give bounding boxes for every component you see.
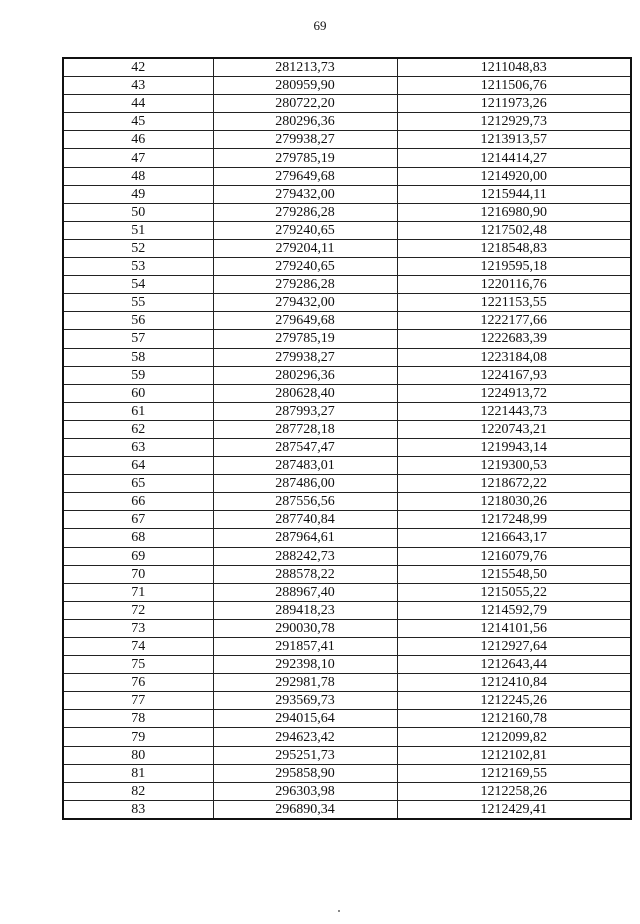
y-coordinate-cell: 1224913,72 (397, 384, 631, 402)
x-coordinate-cell: 288578,22 (213, 565, 397, 583)
y-coordinate-cell: 1221153,55 (397, 294, 631, 312)
x-coordinate-cell: 279432,00 (213, 185, 397, 203)
table-row (63, 221, 631, 239)
y-coordinate-cell: 1211973,26 (397, 95, 631, 113)
point-number-cell: 62 (63, 420, 213, 438)
x-coordinate-cell: 287483,01 (213, 457, 397, 475)
y-coordinate-cell: 1224167,93 (397, 366, 631, 384)
table-row (63, 258, 631, 276)
x-coordinate-cell: 279286,28 (213, 276, 397, 294)
x-coordinate-cell: 279649,68 (213, 167, 397, 185)
table-row (63, 656, 631, 674)
point-number-cell: 50 (63, 203, 213, 221)
point-number-cell: 54 (63, 276, 213, 294)
point-number-cell: 57 (63, 330, 213, 348)
y-coordinate-cell: 1223184,08 (397, 348, 631, 366)
point-number-cell: 55 (63, 294, 213, 312)
point-number-cell: 71 (63, 583, 213, 601)
point-number-cell: 48 (63, 167, 213, 185)
y-coordinate-cell: 1222683,39 (397, 330, 631, 348)
table-row (63, 95, 631, 113)
x-coordinate-cell: 294623,42 (213, 728, 397, 746)
point-number-cell: 58 (63, 348, 213, 366)
point-number-cell: 52 (63, 239, 213, 257)
x-coordinate-cell: 296303,98 (213, 782, 397, 800)
point-number-cell: 75 (63, 656, 213, 674)
y-coordinate-cell: 1219943,14 (397, 438, 631, 456)
table-row (63, 276, 631, 294)
point-number-cell: 60 (63, 384, 213, 402)
x-coordinate-cell: 287993,27 (213, 402, 397, 420)
point-number-cell: 49 (63, 185, 213, 203)
point-number-cell: 53 (63, 258, 213, 276)
x-coordinate-cell: 288967,40 (213, 583, 397, 601)
x-coordinate-cell: 280296,36 (213, 113, 397, 131)
point-number-cell: 77 (63, 692, 213, 710)
table-row (63, 239, 631, 257)
y-coordinate-cell: 1212927,64 (397, 638, 631, 656)
point-number-cell: 67 (63, 511, 213, 529)
table-row (63, 710, 631, 728)
x-coordinate-cell: 279286,28 (213, 203, 397, 221)
table-row (63, 185, 631, 203)
table-row (63, 294, 631, 312)
table-row (63, 475, 631, 493)
scan-artifact-dot (338, 910, 340, 912)
y-coordinate-cell: 1214920,00 (397, 167, 631, 185)
x-coordinate-cell: 279785,19 (213, 149, 397, 167)
x-coordinate-cell: 293569,73 (213, 692, 397, 710)
table-row (63, 493, 631, 511)
y-coordinate-cell: 1212169,55 (397, 764, 631, 782)
x-coordinate-cell: 287728,18 (213, 420, 397, 438)
y-coordinate-cell: 1212929,73 (397, 113, 631, 131)
table-row (63, 348, 631, 366)
x-coordinate-cell: 288242,73 (213, 547, 397, 565)
table-row (63, 366, 631, 384)
x-coordinate-cell: 279240,65 (213, 221, 397, 239)
x-coordinate-cell: 294015,64 (213, 710, 397, 728)
y-coordinate-cell: 1220743,21 (397, 420, 631, 438)
point-number-cell: 51 (63, 221, 213, 239)
x-coordinate-cell: 295251,73 (213, 746, 397, 764)
table-row (63, 167, 631, 185)
table-row (63, 529, 631, 547)
table-row (63, 312, 631, 330)
point-number-cell: 69 (63, 547, 213, 565)
y-coordinate-cell: 1214414,27 (397, 149, 631, 167)
y-coordinate-cell: 1216643,17 (397, 529, 631, 547)
y-coordinate-cell: 1212245,26 (397, 692, 631, 710)
x-coordinate-cell: 279240,65 (213, 258, 397, 276)
y-coordinate-cell: 1217248,99 (397, 511, 631, 529)
table-row (63, 203, 631, 221)
point-number-cell: 46 (63, 131, 213, 149)
x-coordinate-cell: 279432,00 (213, 294, 397, 312)
point-number-cell: 59 (63, 366, 213, 384)
x-coordinate-cell: 279785,19 (213, 330, 397, 348)
x-coordinate-cell: 292981,78 (213, 674, 397, 692)
point-number-cell: 78 (63, 710, 213, 728)
y-coordinate-cell: 1216980,90 (397, 203, 631, 221)
y-coordinate-cell: 1218548,83 (397, 239, 631, 257)
x-coordinate-cell: 287964,61 (213, 529, 397, 547)
y-coordinate-cell: 1212102,81 (397, 746, 631, 764)
y-coordinate-cell: 1218030,26 (397, 493, 631, 511)
y-coordinate-cell: 1211048,83 (397, 58, 631, 77)
y-coordinate-cell: 1215055,22 (397, 583, 631, 601)
x-coordinate-cell: 280628,40 (213, 384, 397, 402)
x-coordinate-cell: 296890,34 (213, 800, 397, 819)
y-coordinate-cell: 1213913,57 (397, 131, 631, 149)
point-number-cell: 64 (63, 457, 213, 475)
table-row (63, 511, 631, 529)
y-coordinate-cell: 1217502,48 (397, 221, 631, 239)
point-number-cell: 42 (63, 58, 213, 77)
point-number-cell: 81 (63, 764, 213, 782)
point-number-cell: 65 (63, 475, 213, 493)
x-coordinate-cell: 281213,73 (213, 58, 397, 77)
y-coordinate-cell: 1211506,76 (397, 77, 631, 95)
y-coordinate-cell: 1219300,53 (397, 457, 631, 475)
x-coordinate-cell: 287556,56 (213, 493, 397, 511)
table-row (63, 782, 631, 800)
table-row (63, 131, 631, 149)
page-number: 69 (313, 18, 327, 33)
table-row (63, 113, 631, 131)
table-row (63, 330, 631, 348)
y-coordinate-cell: 1219595,18 (397, 258, 631, 276)
point-number-cell: 83 (63, 800, 213, 819)
table-row (63, 420, 631, 438)
x-coordinate-cell: 280296,36 (213, 366, 397, 384)
y-coordinate-cell: 1212258,26 (397, 782, 631, 800)
point-number-cell: 82 (63, 782, 213, 800)
y-coordinate-cell: 1212643,44 (397, 656, 631, 674)
table-row (63, 764, 631, 782)
x-coordinate-cell: 290030,78 (213, 619, 397, 637)
x-coordinate-cell: 287486,00 (213, 475, 397, 493)
table-row (63, 438, 631, 456)
y-coordinate-cell: 1214592,79 (397, 601, 631, 619)
point-number-cell: 44 (63, 95, 213, 113)
y-coordinate-cell: 1222177,66 (397, 312, 631, 330)
table-row (63, 692, 631, 710)
y-coordinate-cell: 1215944,11 (397, 185, 631, 203)
x-coordinate-cell: 279204,11 (213, 239, 397, 257)
x-coordinate-cell: 295858,90 (213, 764, 397, 782)
x-coordinate-cell: 279938,27 (213, 348, 397, 366)
x-coordinate-cell: 280959,90 (213, 77, 397, 95)
point-number-cell: 66 (63, 493, 213, 511)
point-number-cell: 72 (63, 601, 213, 619)
point-number-cell: 73 (63, 619, 213, 637)
table-row (63, 565, 631, 583)
table-row (63, 58, 631, 77)
table-row (63, 728, 631, 746)
y-coordinate-cell: 1221443,73 (397, 402, 631, 420)
point-number-cell: 76 (63, 674, 213, 692)
table-row (63, 149, 631, 167)
point-number-cell: 74 (63, 638, 213, 656)
point-number-cell: 79 (63, 728, 213, 746)
y-coordinate-cell: 1214101,56 (397, 619, 631, 637)
y-coordinate-cell: 1215548,50 (397, 565, 631, 583)
x-coordinate-cell: 292398,10 (213, 656, 397, 674)
table-row (63, 583, 631, 601)
point-number-cell: 70 (63, 565, 213, 583)
table-row (63, 746, 631, 764)
table-row (63, 77, 631, 95)
y-coordinate-cell: 1216079,76 (397, 547, 631, 565)
point-number-cell: 63 (63, 438, 213, 456)
y-coordinate-cell: 1218672,22 (397, 475, 631, 493)
x-coordinate-cell: 279938,27 (213, 131, 397, 149)
table-row (63, 619, 631, 637)
point-number-cell: 43 (63, 77, 213, 95)
coordinates-table (62, 57, 632, 820)
table-row (63, 402, 631, 420)
y-coordinate-cell: 1220116,76 (397, 276, 631, 294)
table-row (63, 800, 631, 819)
point-number-cell: 80 (63, 746, 213, 764)
table-row (63, 638, 631, 656)
point-number-cell: 45 (63, 113, 213, 131)
table-row (63, 674, 631, 692)
x-coordinate-cell: 287740,84 (213, 511, 397, 529)
table-row (63, 384, 631, 402)
x-coordinate-cell: 291857,41 (213, 638, 397, 656)
point-number-cell: 47 (63, 149, 213, 167)
point-number-cell: 68 (63, 529, 213, 547)
point-number-cell: 61 (63, 402, 213, 420)
y-coordinate-cell: 1212099,82 (397, 728, 631, 746)
x-coordinate-cell: 287547,47 (213, 438, 397, 456)
point-number-cell: 56 (63, 312, 213, 330)
y-coordinate-cell: 1212160,78 (397, 710, 631, 728)
x-coordinate-cell: 279649,68 (213, 312, 397, 330)
y-coordinate-cell: 1212429,41 (397, 800, 631, 819)
x-coordinate-cell: 289418,23 (213, 601, 397, 619)
table-row (63, 601, 631, 619)
table-row (63, 547, 631, 565)
coordinates-table-body (63, 58, 631, 819)
x-coordinate-cell: 280722,20 (213, 95, 397, 113)
y-coordinate-cell: 1212410,84 (397, 674, 631, 692)
table-row (63, 457, 631, 475)
